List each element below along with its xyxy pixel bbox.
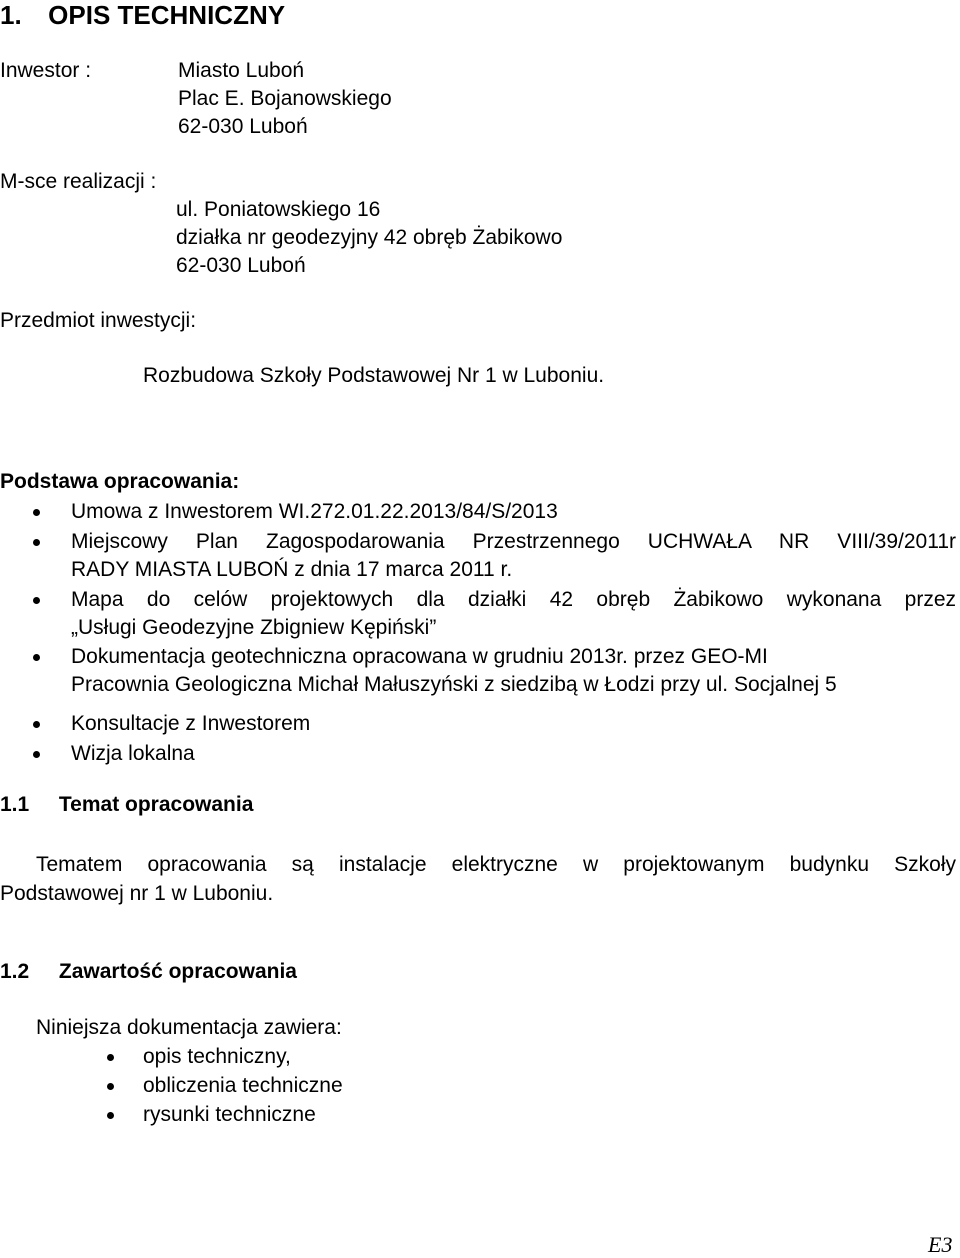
- zawartosc-item: opis techniczny,: [143, 1045, 291, 1068]
- bullet-icon: [33, 539, 40, 546]
- realizacja-line: ul. Poniatowskiego 16: [176, 198, 381, 221]
- bullet-icon: [33, 509, 40, 516]
- bullet-icon: [33, 721, 40, 728]
- bullet-icon: [107, 1083, 114, 1090]
- zawartosc-item: rysunki techniczne: [143, 1103, 316, 1126]
- podstawa-item-continued: „Usługi Geodezyjne Zbigniew Kępiński”: [71, 616, 437, 639]
- subsection-number: 1.2: [0, 960, 30, 983]
- przedmiot-label: Przedmiot inwestycji:: [0, 309, 197, 332]
- podstawa-item: Miejscowy Plan Zagospodarowania Przestrzennego UCHWAŁA NR VIII/39/2011r: [71, 530, 956, 553]
- section-title: OPIS TECHNICZNY: [48, 0, 286, 30]
- podstawa-item-continued: Pracownia Geologiczna Michał Małuszyński z siedzibą w Łodzi przy ul. Socjalnej 5: [71, 673, 837, 696]
- podstawa-item: Konsultacje z Inwestorem: [71, 712, 311, 735]
- realizacja-label: M-sce realizacji :: [0, 170, 157, 193]
- inwestor-label: Inwestor :: [0, 59, 92, 82]
- temat-text-line: Tematem opracowania są instalacje elektryczne w projektowanym budynku Szkoły: [36, 853, 956, 876]
- temat-text-line: Podstawowej nr 1 w Luboniu.: [0, 882, 274, 905]
- podstawa-item-continued: RADY MIASTA LUBOŃ z dnia 17 marca 2011 r.: [71, 558, 513, 581]
- inwestor-line: Plac E. Bojanowskiego: [178, 87, 392, 110]
- zawartosc-intro: Niniejsza dokumentacja zawiera:: [36, 1016, 342, 1039]
- subsection-heading: [0, 793, 253, 817]
- podstawa-item: Mapa do celów projektowych dla działki 42 obręb Żabikowo wykonana przez: [71, 588, 956, 611]
- przedmiot-value: Rozbudowa Szkoły Podstawowej Nr 1 w Luboniu.: [143, 364, 605, 387]
- bullet-icon: [33, 597, 40, 604]
- podstawa-item: Umowa z Inwestorem WI.272.01.22.2013/84/S/2013: [71, 500, 558, 523]
- zawartosc-item: obliczenia techniczne: [143, 1074, 343, 1097]
- subsection-title: Temat opracowania: [58, 793, 254, 816]
- bullet-icon: [107, 1112, 114, 1119]
- subsection-heading: [0, 960, 297, 984]
- realizacja-line: działka nr geodezyjny 42 obręb Żabikowo: [176, 226, 563, 249]
- podstawa-title: Podstawa opracowania:: [0, 470, 240, 493]
- section-heading: [0, 0, 285, 31]
- section-number: 1.: [0, 0, 22, 30]
- subsection-title: Zawartość opracowania: [58, 960, 297, 983]
- bullet-icon: [33, 654, 40, 661]
- realizacja-line: 62-030 Luboń: [176, 254, 306, 277]
- subsection-number: 1.1: [0, 793, 30, 816]
- podstawa-item: Dokumentacja geotechniczna opracowana w grudniu 2013r. przez GEO-MI: [71, 645, 768, 668]
- page-number: E3: [928, 1232, 953, 1257]
- inwestor-line: Miasto Luboń: [178, 59, 305, 82]
- podstawa-item: Wizja lokalna: [71, 742, 195, 765]
- inwestor-line: 62-030 Luboń: [178, 115, 308, 138]
- bullet-icon: [107, 1054, 114, 1061]
- bullet-icon: [33, 751, 40, 758]
